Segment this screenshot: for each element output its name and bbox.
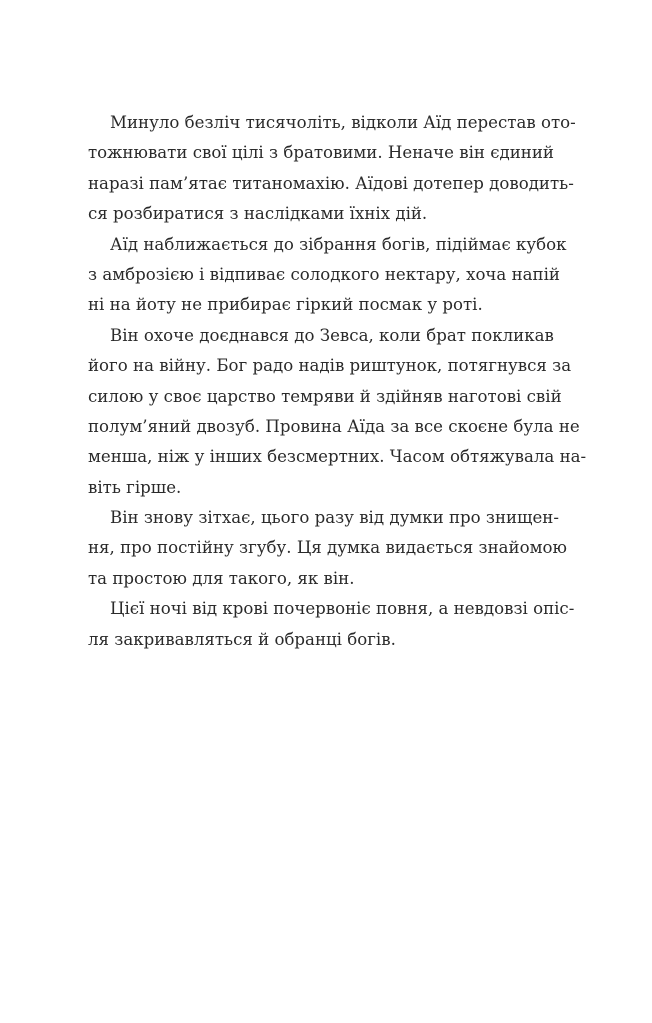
text-line: ся розбиратися з наслідками їхніх дій.	[88, 204, 428, 224]
text-line: з амброзією і відпиває солодкого нектару, хоча напій	[88, 264, 560, 284]
text-line: Цієї ночі від крові почервоніє повня, а невдовзі опіс-	[110, 599, 575, 619]
text-line: ні на йоту не прибирає гіркий посмак у роті.	[88, 295, 483, 315]
text-line: силою у своє царство темряви й здійняв наготові свій	[88, 386, 562, 406]
text-line: наразі пам’ятає титаномахію. Аїдові дотепер доводить-	[88, 173, 574, 193]
text-line: ля закривавляться й обранці богів.	[88, 629, 396, 649]
body-text	[88, 108, 587, 655]
text-line: Минуло безліч тисячоліть, відколи Аїд перестав ото-	[110, 113, 576, 132]
paragraph-4	[88, 503, 567, 594]
text-line: його на війну. Бог радо надів риштунок, потягнувся за	[88, 356, 572, 376]
text-line: менша, ніж у інших безсмертних. Часом обтяжувала на-	[88, 447, 587, 467]
text-line: Аїд наближається до зібрання богів, підіймає кубок	[110, 234, 567, 254]
paragraph-2	[88, 230, 567, 321]
paragraph-5	[88, 594, 575, 655]
text-line: полум’яний двозуб. Провина Аїда за все скоєне була не	[88, 416, 580, 436]
paragraph-3	[88, 321, 587, 503]
text-line: Він охоче доєднався до Зевса, коли брат покликав	[110, 325, 554, 345]
text-line: ня, про постійну згубу. Ця думка видається знайомою	[88, 538, 567, 558]
text-line: віть гірше.	[88, 477, 182, 497]
text-line: Він знову зітхає, цього разу від думки про знищен-	[110, 508, 559, 528]
paragraph-1	[88, 108, 576, 230]
text-line: тожнювати свої цілі з братовими. Неначе він єдиний	[88, 143, 554, 163]
text-line: та простою для такого, як він.	[88, 568, 355, 588]
